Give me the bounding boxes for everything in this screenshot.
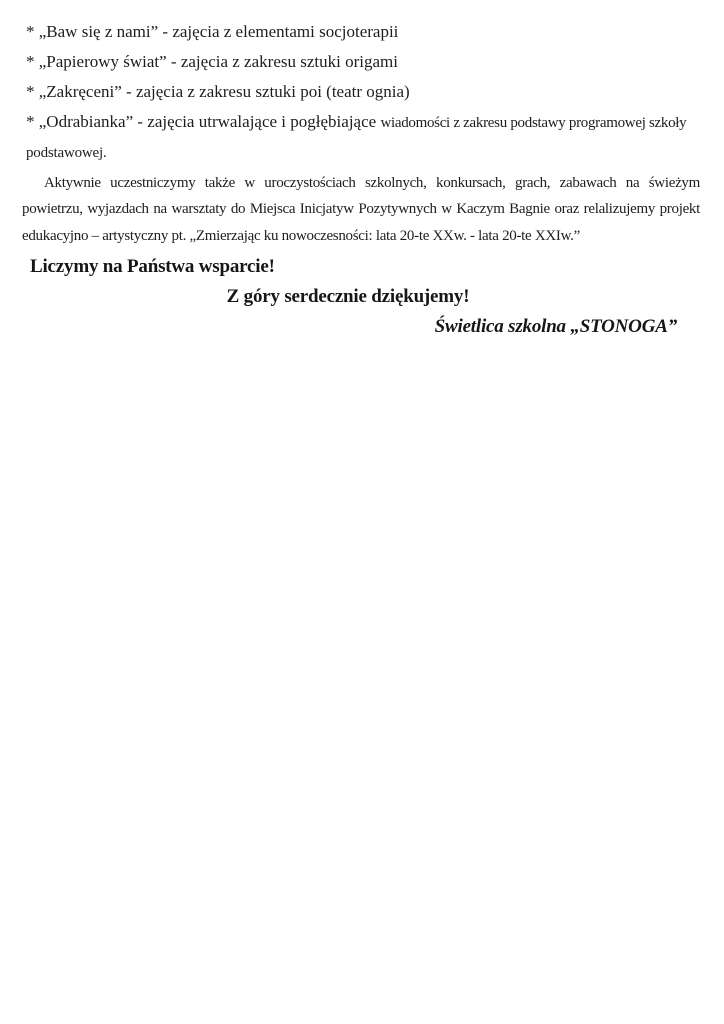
- body-paragraph-line: edukacyjno – artystyczny pt. „Zmierzając ku nowoczesności: lata 20-te XXw. - lata 20-te XXIw.”: [22, 227, 580, 244]
- activity-odrabianka-continuation: podstawowej.: [26, 145, 107, 161]
- signature-line: Świetlica szkolna „STONOGA”: [434, 315, 677, 337]
- body-paragraph-line: Aktywnie uczestniczymy także w uroczystościach szkolnych, konkursach, grach, zabawach na świeżym: [44, 175, 700, 191]
- activity-odrabianka-lead: * „Odrabianka” - zajęcia utrwalające i pogłębiające: [26, 112, 381, 131]
- body-paragraph: [22, 170, 700, 249]
- activity-item-zakreceni: * „Zakręceni” - zajęcia z zakresu sztuki poi (teatr ognia): [26, 82, 410, 101]
- body-paragraph-line: powietrzu, wyjazdach na warsztaty do Miejsca Inicjatyw Pozytywnych w Kaczym Bagnie oraz relalizujemy projekt: [22, 201, 700, 218]
- thanks-line: Z góry serdecznie dziękujemy!: [226, 285, 470, 307]
- activity-item-baw-sie-z-nami: * „Baw się z nami” - zajęcia z elementami socjoterapii: [26, 22, 399, 41]
- activity-item-papierowy-swiat: * „Papierowy świat” - zajęcia z zakresu sztuki origami: [26, 52, 398, 71]
- appeal-line: Liczymy na Państwa wsparcie!: [30, 255, 275, 277]
- activity-item-odrabianka: [26, 107, 700, 138]
- activity-odrabianka-detail: wiadomości z zakresu podstawy programowej szkoły: [380, 115, 687, 131]
